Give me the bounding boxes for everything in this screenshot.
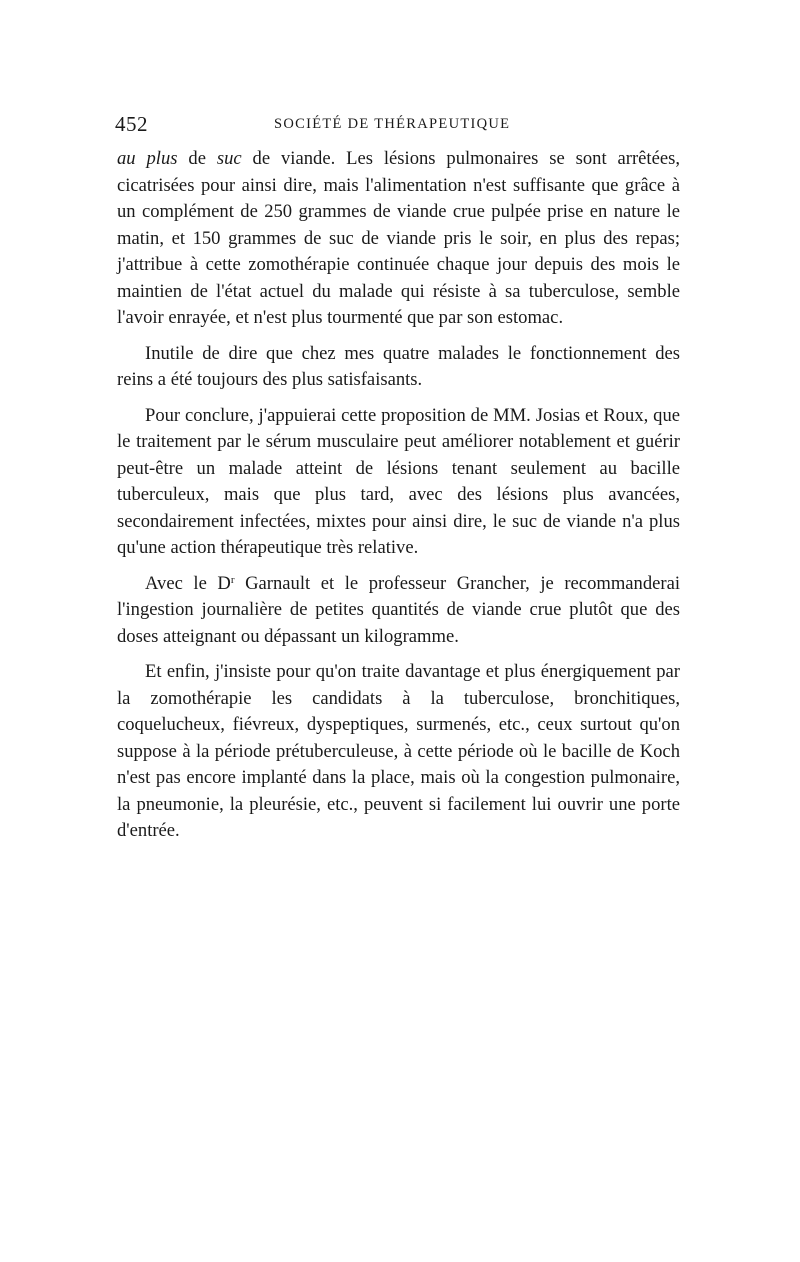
- paragraph-3-text: Pour conclure, j'appuierai cette proposition de MM. Josias et Roux, que le traitement par le sérum musculaire peut améliorer notablement et guérir peut-être un malade atteint de lésions tenant seulement au bacille tuberculeux, mais que plus tard, avec des lésions plus avancées, secondairement infectées, mixtes pour ainsi dire, le suc de viande n'a plus qu'une action thérapeutique très relative.: [117, 404, 680, 558]
- running-title: SOCIÉTÉ DE THÉRAPEUTIQUE: [274, 116, 511, 132]
- paragraph-3: [117, 403, 680, 562]
- italic-phrase-au-plus: au plus: [117, 148, 178, 169]
- page-number: 452: [115, 112, 148, 136]
- paragraph-2: [117, 341, 680, 394]
- paragraph-1: [117, 146, 680, 332]
- paragraph-2-text: Inutile de dire que chez mes quatre malades le fonctionnement des reins a été toujours des plus satisfaisants.: [117, 342, 680, 390]
- paragraph-5-text: Et enfin, j'insiste pour qu'on traite davantage et plus énergiquement par la zomothérapie les candidats à la tuberculose, bronchitiques, coquelucheux, fiévreux, dyspeptiques, surmenés, etc., ceux surtout qu'on suppose à la période prétuberculeuse, à cette période où le bacille de Koch n'est pas encore implanté dans la place, mais où la congestion pulmonaire, la pneumonie, la pleurésie, etc., peuvent si facilement lui ouvrir une porte d'entrée.: [117, 661, 680, 841]
- paragraph-5: [117, 659, 680, 845]
- body-text: [117, 146, 680, 854]
- page-header: [115, 112, 680, 142]
- paragraph-1-text: de viande. Les lésions pulmonaires se sont arrêtées, cicatrisées pour ainsi dire, mais l'alimentation n'est suffisante que grâce à un complément de 250 grammes de viande crue pulpée prise en nature le matin, et 150 grammes de suc de viande pris le soir, en plus des repas; j'attribue à cette zomothérapie continuée chaque jour depuis des mois le maintien de l'état actuel du malade qui résiste à sa tuberculose, semble l'avoir enrayée, et n'est plus tourmenté que par son estomac.: [117, 148, 680, 328]
- doctor-superscript: r: [230, 573, 235, 586]
- paragraph-4: [117, 571, 680, 651]
- paragraph-1-connector: de: [177, 148, 217, 169]
- paragraph-4-text-after: Garnault et le professeur Grancher, je recommanderai l'ingestion journalière de petites quantités de viande crue plutôt que des doses atteignant ou dépassant un kilogramme.: [117, 572, 680, 647]
- paragraph-4-text-before: Avec le D: [145, 572, 231, 594]
- italic-word-suc: suc: [216, 148, 242, 169]
